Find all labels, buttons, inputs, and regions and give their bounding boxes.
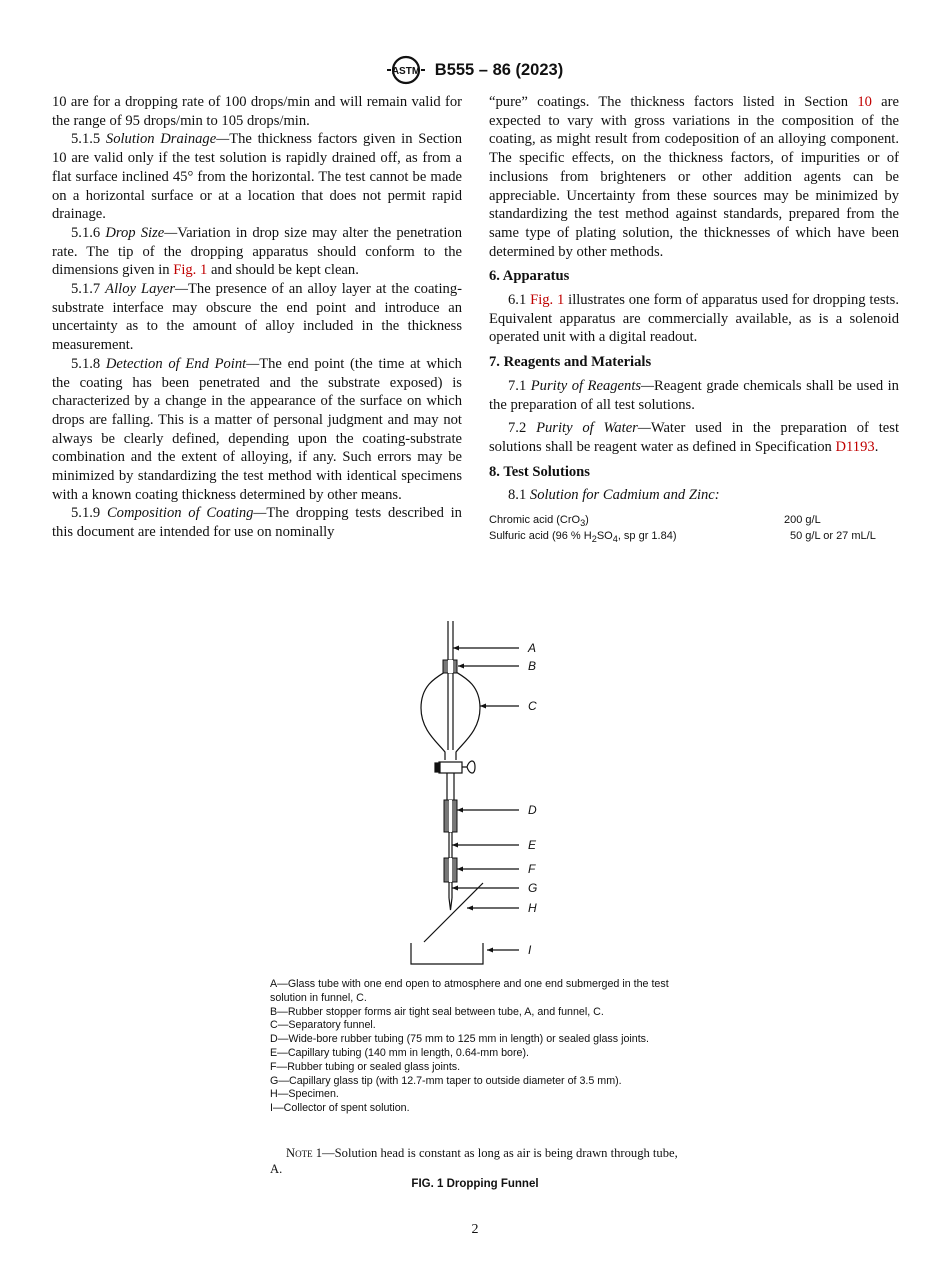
figure-note: Note 1—Solution head is constant as long as air is being drawn through tube, A.	[270, 1146, 678, 1176]
label-b: B	[528, 659, 537, 673]
legend-item: A—Glass tube with one end open to atmosphere and one end submerged in the test solution in funnel, C.	[270, 978, 669, 1004]
dropping-funnel-diagram	[395, 618, 555, 973]
section-10-link[interactable]: 10	[857, 94, 872, 110]
stopcock	[439, 762, 462, 773]
figure-legend	[270, 978, 670, 1116]
paragraph-continued: 10 are for a dropping rate of 100 drops/min and will remain valid for the range of 95 drops/min to 105 drops/min.	[52, 94, 462, 129]
figure-caption: FIG. 1 Dropping Funnel	[411, 1178, 539, 1190]
label-c: C	[528, 699, 537, 713]
legend-item: I—Collector of spent solution.	[270, 1102, 410, 1115]
legend-item: H—Specimen.	[270, 1088, 339, 1101]
fig-1-link-2[interactable]: Fig. 1	[530, 292, 565, 309]
collector	[411, 943, 483, 964]
label-f: F	[528, 862, 536, 876]
section-7-2: 7.2 Purity of Water—Water used in the preparation of test solutions shall be reagent water as defined in Specification D1193.	[489, 420, 900, 455]
legend-item: G—Capillary glass tip (with 12.7-mm taper to outside diameter of 3.5 mm).	[270, 1074, 622, 1087]
left-column	[52, 93, 462, 542]
paragraph-continued-right: “pure” coatings. The thickness factors listed in Section 10 are expected to vary with gross variations in the composition of the coating, as might result from codeposition of an alloying component. The specific effects, on the thickness factors, of impurities or of inclusions from brighteners or other addition agents can be appreciable. Uncertainty from these sources may be minimized by standardizing the test method against standards, prepared from the same type of plating solution, the thicknesses of which have been determined by other methods.	[489, 94, 899, 260]
chemical-name: Sulfuric acid (96 % $H_2SO_4$, sp gr 1.84)	[489, 530, 677, 545]
section-5-1-6: 5.1.6 Drop Size—Variation in drop size may alter the penetration rate. The tip of the dropping apparatus should conform to the dimensions given in Fig. 1 and should be kept clean.	[52, 224, 462, 279]
heading-reagents: 7. Reagents and Materials	[489, 354, 652, 371]
solution-table	[489, 514, 899, 546]
separatory-funnel	[421, 672, 480, 760]
legend-item: F—Rubber tubing or sealed glass joints.	[270, 1060, 461, 1073]
section-5-1-8: 5.1.8 Detection of End Point—The end point (the time at which the coating has been penetrated and the substrate exposed) is characterized by a change in the appearance of the surface on which drops are falling. This is a matter of personal judgment and may not always be clearly defined, depending upon the coating-substrate combination and the extent of alloying, if any. Such errors may be minimized by standardizing the test method with identical specimens with a known coating thickness determined by other means.	[52, 355, 462, 503]
astm-logo-icon	[387, 55, 425, 85]
legend-item: B—Rubber stopper forms air tight seal between tube, A, and funnel, C.	[270, 1005, 604, 1018]
heading-apparatus: 6. Apparatus	[489, 268, 570, 285]
section-5-1-9: 5.1.9 Composition of Coating—The dropping tests described in this document are intended for use on nominally	[52, 505, 462, 541]
page-number: 2	[471, 1222, 479, 1237]
fig-1-link[interactable]: Fig. 1	[173, 262, 208, 279]
section-5-1-7: 5.1.7 Alloy Layer—The presence of an alloy layer at the coating-substrate interface may obscure the end point and introduce an uncertainty as to the amount of alloy included in the thickness measurement.	[52, 281, 462, 354]
label-i: I	[528, 943, 532, 957]
right-column	[489, 93, 899, 546]
label-g: G	[528, 881, 538, 895]
legend-item: D—Wide-bore rubber tubing (75 mm to 125 mm in length) or sealed glass joints.	[270, 1033, 649, 1046]
table-row	[489, 514, 899, 530]
section-7-1: 7.1 Purity of Reagents—Reagent grade chemicals shall be used in the preparation of all test solutions.	[489, 377, 899, 413]
svg-text:ASTM: ASTM	[391, 66, 420, 77]
chemical-amount: 200 g/L	[784, 514, 821, 527]
legend-item: C—Separatory funnel.	[270, 1019, 376, 1032]
section-6-1: 6.1 Fig. 1 illustrates one form of apparatus used for dropping tests. Equivalent apparatus are commercially available, as is a solenoid operated unit with a digital readout.	[489, 292, 900, 346]
section-8-1: 8.1 Solution for Cadmium and Zinc:	[508, 487, 720, 504]
section-5-1-5: 5.1.5 Solution Drainage—The thickness factors given in Section 10 are valid only if the test solution is rapidly drained off, as from a flat surface inclined 45° from the horizontal. The test cannot be made on a horizontal surface or at a location that does not permit rapid drainage.	[52, 131, 462, 223]
chemical-amount: 50 g/L or 27 mL/L	[790, 530, 876, 543]
label-e: E	[528, 838, 537, 852]
specimen	[424, 883, 483, 942]
chemical-name: Chromic acid (CrO$_3$)	[489, 514, 589, 529]
d1193-link[interactable]: D1193	[835, 438, 875, 455]
label-h: H	[528, 901, 537, 915]
page-header	[0, 55, 950, 85]
label-a: A	[528, 641, 537, 655]
document-designation: B555 – 86 (2023)	[434, 60, 564, 79]
table-row	[489, 530, 899, 546]
legend-item: E—Capillary tubing (140 mm in length, 0.64-mm bore).	[270, 1046, 529, 1059]
label-d: D	[528, 803, 537, 817]
heading-test-solutions: 8. Test Solutions	[489, 463, 590, 480]
